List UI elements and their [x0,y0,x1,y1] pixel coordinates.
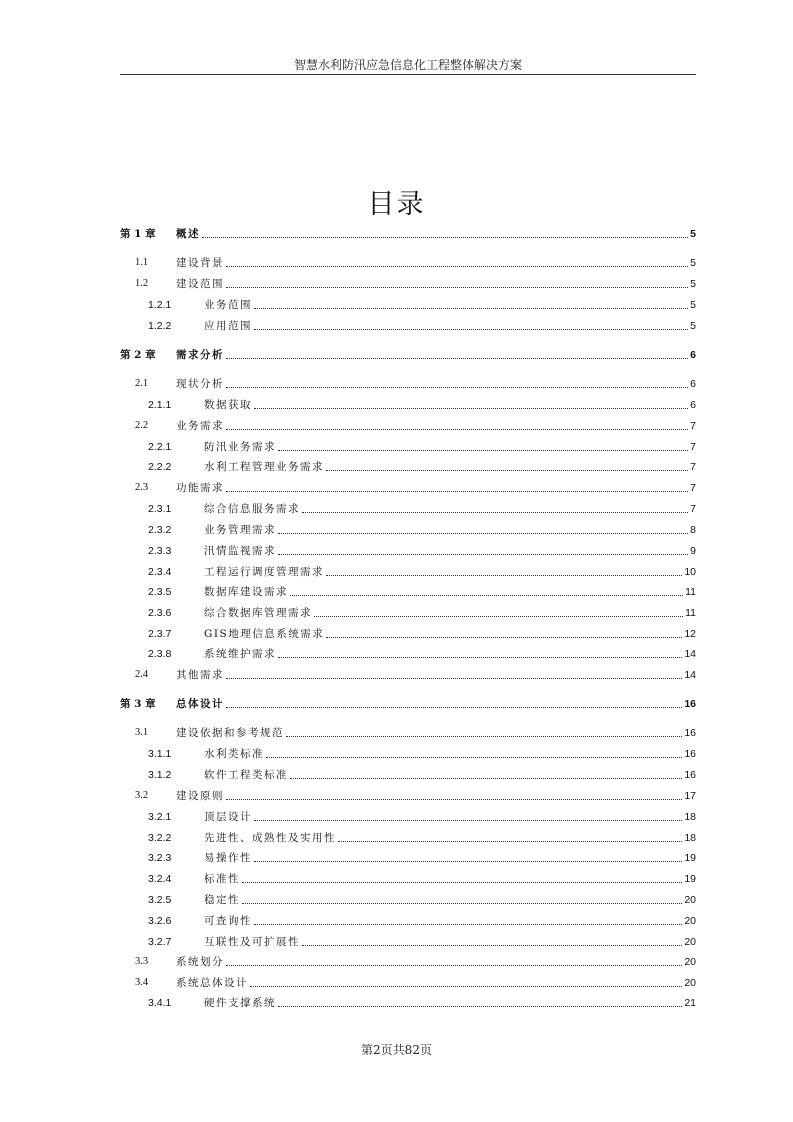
toc-entry-label: 需求分析 [176,349,224,361]
toc-entry[interactable] [120,225,696,241]
toc-entry-number: 2.1.1 [148,399,172,411]
toc-entry-label: 软件工程类标准 [204,769,288,781]
toc-entry-number: 1.2.1 [148,299,172,311]
toc-entry-number: 2.3.2 [148,524,172,536]
toc-entry[interactable] [120,275,696,291]
toc-entry[interactable] [120,346,696,362]
toc-entry-page: 5 [690,257,696,269]
toc-entry-page: 5 [690,278,696,290]
toc-entry-label: 建设依据和参考规范 [176,727,284,739]
toc-entry-page: 7 [690,461,696,473]
toc-entry-label: 标准性 [204,873,240,885]
toc-entry-number: 3.2.7 [148,936,172,948]
toc-leader-dots [242,882,682,883]
toc-leader-dots [226,358,688,359]
toc-entry-page: 14 [684,669,696,681]
toc-entry[interactable] [120,479,696,495]
toc-leader-dots [254,408,688,409]
toc-entry[interactable] [120,500,696,516]
toc-entry-page: 18 [684,811,696,823]
toc-entry[interactable] [120,438,696,454]
toc-leader-dots [226,799,682,800]
toc-leader-dots [226,491,688,492]
toc-entry-number: 1.2 [135,278,149,289]
toc-entry-label: 易操作性 [204,852,252,864]
toc-entry-number: 2.1 [135,378,149,389]
toc-entry-label: 稳定性 [204,894,240,906]
toc-entry[interactable] [120,521,696,537]
toc-entry-label: 硬件支撑系统 [204,997,276,1009]
toc-leader-dots [278,657,682,658]
toc-entry-number: 2.2.1 [148,441,172,453]
toc-entry[interactable] [120,296,696,312]
toc-entry-number: 3.1.1 [148,748,172,760]
toc-entry[interactable] [120,317,696,333]
toc-leader-dots [290,595,683,596]
toc-entry-page: 16 [684,769,696,781]
toc-entry[interactable] [120,808,696,824]
toc-entry-number: 第 1 章 [120,228,156,240]
toc-entry[interactable] [120,375,696,391]
toc-title: 目录 [367,189,426,220]
toc-entry[interactable] [120,417,696,433]
toc-leader-dots [278,533,688,534]
toc-entry-label: 应用范围 [204,320,252,332]
toc-entry-label: 可查询性 [204,915,252,927]
toc-entry-page: 20 [684,977,696,989]
toc-leader-dots [226,287,688,288]
toc-entry-label: 水利类标准 [204,748,264,760]
page-footer: 第2页共82页 [361,1043,432,1057]
toc-entry-label: 水利工程管理业务需求 [204,461,324,473]
toc-entry-label: 系统划分 [176,956,224,968]
toc-entry-number: 2.3.4 [148,566,172,578]
toc-entry[interactable] [120,891,696,907]
toc-entry-label: 建设背景 [176,257,224,269]
toc-entry-page: 20 [684,936,696,948]
toc-entry-number: 3.3 [135,956,149,967]
toc-leader-dots [242,903,682,904]
toc-entry-number: 2.3.8 [148,648,172,660]
toc-entry[interactable] [120,953,696,969]
toc-leader-dots [278,554,688,555]
toc-leader-dots [254,329,688,330]
toc-entry[interactable] [120,724,696,740]
toc-entry-label: 数据获取 [204,399,252,411]
toc-entry[interactable] [120,829,696,845]
toc-entry-number: 1.2.2 [148,320,172,332]
toc-entry[interactable] [120,604,696,620]
page-header: 智慧水利防汛应急信息化工程整体解决方案 [293,58,522,72]
toc-leader-dots [254,924,682,925]
toc-leader-dots [226,429,688,430]
toc-entry-label: 业务需求 [176,420,224,432]
toc-entry-label: 系统总体设计 [176,977,248,989]
toc-entry-number: 2.2.2 [148,461,172,473]
toc-entry-page: 6 [690,399,696,411]
toc-entry-number: 2.3 [135,482,149,493]
toc-entry-page: 20 [684,894,696,906]
toc-entry-number: 1.1 [135,257,149,268]
toc-entry-page: 16 [684,698,696,710]
toc-entry-label: GIS地理信息系统需求 [204,628,325,640]
toc-leader-dots [226,965,682,966]
toc-entry-number: 3.2 [135,790,149,801]
toc-entry-number: 2.3.1 [148,503,172,515]
toc-entry-page: 7 [690,420,696,432]
toc-entry-number: 2.3.3 [148,545,172,557]
toc-entry-page: 9 [690,545,696,557]
toc-entry-number: 3.1 [135,727,149,738]
toc-leader-dots [226,266,688,267]
toc-entry[interactable] [120,870,696,886]
toc-entry-label: 现状分析 [176,378,224,390]
toc-entry[interactable] [120,994,696,1010]
toc-leader-dots [254,820,682,821]
toc-entry-number: 2.2 [135,420,149,431]
toc-entry-label: 防汛业务需求 [204,441,276,453]
toc-leader-dots [254,308,688,309]
toc-entry-page: 14 [684,648,696,660]
toc-entry-page: 10 [684,566,696,578]
toc-entry[interactable] [120,396,696,412]
header-divider [120,74,696,75]
toc-leader-dots [254,861,682,862]
toc-entry[interactable] [120,933,696,949]
toc-entry-page: 8 [690,524,696,536]
toc-entry-number: 3.2.1 [148,811,172,823]
toc-leader-dots [278,1006,682,1007]
toc-entry-number: 2.4 [135,669,149,680]
toc-entry-page: 19 [684,873,696,885]
toc-entry-number: 3.2.6 [148,915,172,927]
toc-entry-number: 3.2.4 [148,873,172,885]
toc-entry-page: 11 [685,586,696,598]
toc-entry-page: 6 [690,378,696,390]
toc-entry-number: 3.4.1 [148,997,172,1009]
toc-entry-label: 系统维护需求 [204,648,276,660]
toc-entry-number: 3.1.2 [148,769,172,781]
toc-entry-page: 7 [690,503,696,515]
toc-leader-dots [290,778,682,779]
toc-entry-page: 5 [690,299,696,311]
toc-entry[interactable] [120,458,696,474]
toc-leader-dots [250,986,682,987]
toc-entry[interactable] [120,974,696,990]
toc-entry-number: 第 3 章 [120,698,156,710]
toc-entry-label: 综合数据库管理需求 [204,607,312,619]
toc-entry[interactable] [120,849,696,865]
toc-entry-label: 功能需求 [176,482,224,494]
toc-leader-dots [226,707,682,708]
toc-entry-number: 3.2.5 [148,894,172,906]
toc-entry-page: 19 [684,852,696,864]
toc-entry[interactable] [120,766,696,782]
toc-entry-page: 16 [684,727,696,739]
toc-entry[interactable] [120,787,696,803]
toc-entry-number: 2.3.6 [148,607,172,619]
toc-entry-page: 16 [684,748,696,760]
toc-entry-label: 互联性及可扩展性 [204,936,300,948]
toc-entry-page: 5 [690,320,696,332]
toc-leader-dots [286,736,682,737]
toc-entry[interactable] [120,745,696,761]
toc-entry-number: 3.2.3 [148,852,172,864]
toc-entry-page: 17 [684,790,696,802]
toc-entry-number: 3.2.2 [148,832,172,844]
toc-entry-page: 12 [684,628,696,640]
toc-entry-page: 7 [690,441,696,453]
toc-entry-label: 建设原则 [176,790,224,802]
toc-entry-page: 6 [690,349,696,361]
toc-leader-dots [278,450,688,451]
toc-entry-label: 数据库建设需求 [204,586,288,598]
toc-entry-page: 18 [684,832,696,844]
toc-entry[interactable] [120,563,696,579]
toc-entry[interactable] [120,666,696,682]
toc-entry[interactable] [120,645,696,661]
toc-entry-page: 5 [690,228,696,240]
toc-entry-number: 第 2 章 [120,349,156,361]
toc-entry-label: 概述 [176,228,200,240]
toc-leader-dots [326,470,688,471]
toc-entry-number: 2.3.7 [148,628,172,640]
toc-entry-label: 其他需求 [176,669,224,681]
toc-entry-page: 11 [685,607,696,619]
toc-entry-label: 汛情监视需求 [204,545,276,557]
toc-entry-label: 综合信息服务需求 [204,503,300,515]
toc-entry-number: 3.4 [135,977,149,988]
toc-entry[interactable] [120,583,696,599]
toc-entry-page: 7 [690,482,696,494]
toc-leader-dots [338,841,682,842]
toc-leader-dots [314,616,683,617]
toc-entry-label: 建设范围 [176,278,224,290]
toc-entry[interactable] [120,254,696,270]
toc-entry[interactable] [120,912,696,928]
toc-entry-label: 总体设计 [176,698,224,710]
toc-entry-label: 顶层设计 [204,811,252,823]
toc-leader-dots [226,387,688,388]
toc-leader-dots [326,637,682,638]
toc-entry-page: 21 [684,997,696,1009]
toc-entry-label: 业务范围 [204,299,252,311]
toc-leader-dots [326,575,682,576]
toc-entry-page: 20 [684,915,696,927]
toc-leader-dots [266,757,682,758]
toc-leader-dots [302,945,682,946]
toc-entry-page: 20 [684,956,696,968]
toc-entry-label: 工程运行调度管理需求 [204,566,324,578]
toc-entry-label: 先进性、成熟性及实用性 [204,832,336,844]
toc-leader-dots [226,678,682,679]
toc-entry[interactable] [120,695,696,711]
toc-entry-number: 2.3.5 [148,586,172,598]
toc-leader-dots [302,512,688,513]
toc-entry-label: 业务管理需求 [204,524,276,536]
toc-entry[interactable] [120,542,696,558]
toc-entry[interactable] [120,625,696,641]
toc-leader-dots [202,237,688,238]
